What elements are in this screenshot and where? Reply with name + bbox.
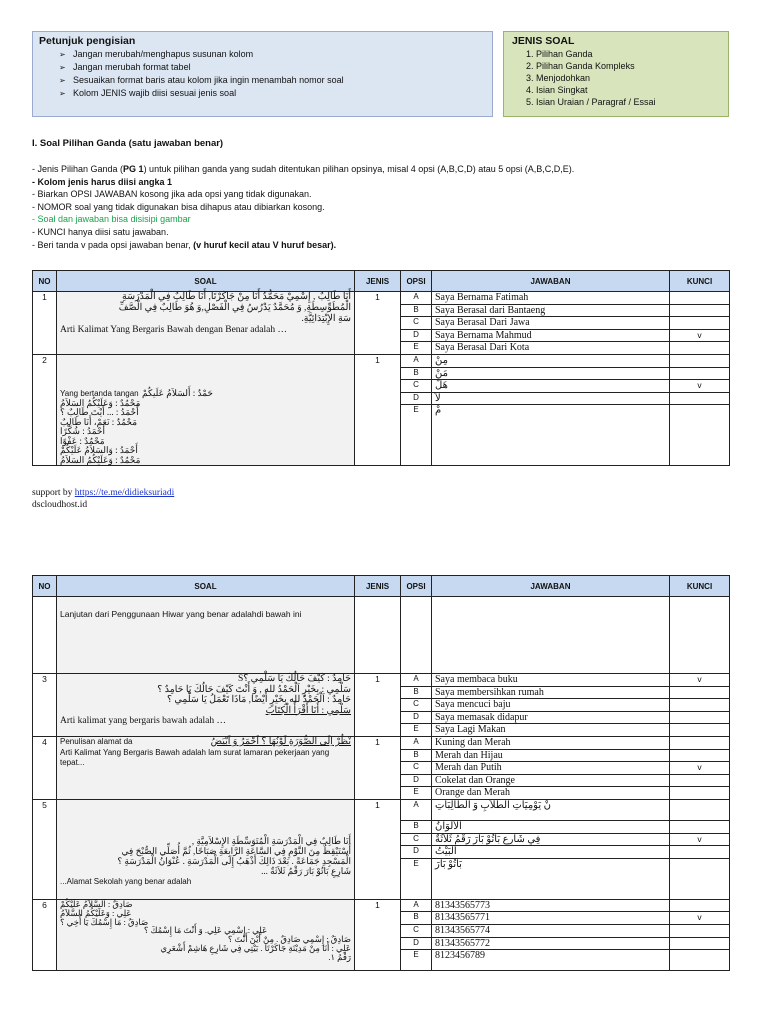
question-number: 1 — [33, 292, 57, 355]
note-line: - KUNCI hanya diisi satu jawaban. — [32, 226, 169, 237]
option-letter: E — [401, 787, 432, 800]
continuation-text[interactable]: Lanjutan dari Penggunaan Hiwar yang benar adalahdi bawah ini — [57, 597, 355, 674]
header-jawaban: JAWABAN — [432, 271, 670, 292]
kunci-cell[interactable] — [670, 787, 730, 800]
arabic-line: صَادِقٌ : اَلسَّلاَمُ عَلَيْكُمْ — [60, 898, 133, 909]
option-letter: B — [401, 912, 432, 925]
option-letter: E — [401, 950, 432, 971]
kunci-cell[interactable] — [670, 774, 730, 787]
option-letter: A — [401, 292, 432, 305]
answer-cell[interactable]: Kuning dan Merah — [432, 736, 670, 749]
question-row — [33, 899, 730, 912]
kunci-cell[interactable] — [670, 736, 730, 749]
kunci-cell[interactable] — [670, 899, 730, 912]
instruction-item: ➢ Jangan merubah/menghapus susunan kolom — [59, 49, 254, 59]
option-letter: D — [401, 392, 432, 405]
question-jenis[interactable]: 1 — [355, 736, 401, 799]
header-soal: SOAL — [57, 271, 355, 292]
arrow-bullet-icon: ➢ — [59, 89, 66, 98]
support-line: support by https://te.me/didieksuriadi — [32, 488, 175, 498]
answer-cell[interactable]: Saya membersihkan rumah — [432, 686, 670, 699]
answer-cell[interactable]: Saya Berasal dari Bantaeng — [432, 304, 670, 317]
instructions-box — [32, 31, 493, 117]
arrow-bullet-icon: ➢ — [59, 63, 66, 72]
instruction-item: ➢ Kolom JENIS wajib diisi sesuai jenis soal — [59, 88, 237, 98]
question-row — [33, 292, 730, 305]
arabic-line: أَنَا طَالِبٌ , إِسْمِيْ مَحَمُّدٌ أَنَا مِنْ جَاكَرْتَا, أَنَا طَالِبٌ فِي الْمَدْرَسَةِ — [122, 292, 351, 302]
option-letter: C — [401, 762, 432, 775]
answer-cell[interactable]: Merah dan Putih — [432, 762, 670, 775]
question-text[interactable] — [57, 799, 355, 899]
arabic-line: حَمْدٌ : أَلسَلاَمُ عَلَيكُمْ — [142, 388, 213, 399]
arabic-line: سَةِ الإِبْتِدَائِيَّةِ. — [301, 314, 351, 324]
arabic-line: صَادِقٌ : إِسْمِي صَادِقٌ . مِنْ أَيْنَ أَنْتَ ؟ — [227, 934, 351, 945]
note-line: - Soal dan jawaban bisa disisipi gambar — [32, 214, 191, 225]
option-letter: A — [401, 799, 432, 820]
answer-cell[interactable]: 81343565771 — [432, 912, 670, 925]
kunci-cell[interactable] — [670, 937, 730, 950]
note-line: - Jenis Pilihan Ganda (PG 1) untuk pilihan ganda yang sudah ditentukan pilihan opsinya, misal 4 opsi (A,B,C,D) atau 5 opsi (A,B,C,D,E). — [32, 164, 575, 174]
answer-cell[interactable]: Saya Lagi Makan — [432, 724, 670, 737]
answer-cell[interactable]: مَنْ — [432, 367, 670, 380]
option-letter: D — [401, 329, 432, 342]
answer-cell[interactable]: 81343565774 — [432, 924, 670, 937]
question-table-1 — [32, 270, 730, 466]
answer-cell[interactable]: نْ يَوْمِيَاتِ الطُّلاَبِ وَ الطَّالِبَاتِ — [432, 799, 670, 820]
arabic-line: الْمَسْجِدِ جَمَاعَةً . بَعْدَ ذَالِكَ أَذْهَبُ إِلَى الْمَدْرَسَةِ . عُنْوَانُ الْمَدْرَسَةِ ؟ — [117, 855, 351, 866]
table-header-row — [33, 576, 730, 597]
kunci-cell[interactable] — [670, 317, 730, 330]
option-letter: C — [401, 924, 432, 937]
answer-cell[interactable]: Saya Berasal Dari Jawa — [432, 317, 670, 330]
question-number: 5 — [33, 799, 57, 899]
kunci-cell[interactable] — [670, 342, 730, 355]
option-letter: C — [401, 833, 432, 846]
question-row — [33, 354, 730, 367]
arabic-line: عَلِي : وَعَلَيْكُمُ السَّلاَمُ — [60, 907, 132, 918]
question-jenis[interactable]: 1 — [355, 354, 401, 465]
kunci-cell[interactable]: v — [670, 912, 730, 925]
option-letter: A — [401, 736, 432, 749]
option-letter: D — [401, 846, 432, 859]
question-jenis[interactable]: 1 — [355, 674, 401, 737]
arabic-line: عَلِي : إِسْمِي عَلِي. وَ أَنْتَ مَا إِسْمُكَ ؟ — [143, 925, 268, 936]
option-letter: E — [401, 405, 432, 466]
question-row — [33, 799, 730, 820]
instruction-item: ➢ Sesuaikan format baris atau kolom jika ingin menambah nomor soal — [59, 75, 344, 85]
jenis-soal-list — [512, 48, 720, 108]
header-kunci: KUNCI — [670, 271, 730, 292]
answer-cell[interactable]: Saya memasak didapur — [432, 711, 670, 724]
option-letter: C — [401, 699, 432, 712]
jenis-soal-item: 3. Menjodohkan — [526, 73, 591, 83]
kunci-cell[interactable] — [670, 292, 730, 305]
arabic-line: مَحْمُدٌ : عَفْوًا — [60, 435, 105, 446]
option-letter: D — [401, 774, 432, 787]
answer-cell[interactable]: Saya Bernama Fatimah — [432, 292, 670, 305]
arabic-line: أَحْمَدُ : ... أَيْتَ طَالِبٌ ؟ — [60, 407, 139, 418]
question-number: 6 — [33, 899, 57, 970]
option-letter: E — [401, 724, 432, 737]
answer-cell[interactable]: 81343565773 — [432, 899, 670, 912]
arabic-line: رَقْمُ ١. — [328, 952, 351, 963]
kunci-cell[interactable] — [670, 749, 730, 762]
note-line: - Kolom jenis harus diisi angka 1 — [32, 176, 173, 187]
jenis-soal-item: 4. Isian Singkat — [526, 85, 588, 95]
question-number: 3 — [33, 674, 57, 737]
jenis-soal-box — [503, 31, 729, 117]
jenis-soal-item: 5. Isian Uraian / Paragraf / Essai — [526, 97, 656, 107]
answer-cell[interactable]: Cokelat dan Orange — [432, 774, 670, 787]
instructions-title: Petunjuk pengisian — [39, 35, 136, 47]
instructions-list — [39, 48, 486, 100]
arabic-line: الْمُطَوِّسِطَةِ, وَ مُحَمَّدٌ يَدْرُسُ فِي الْفَصْلِ,وَ هُوَ طَالِبٌ فِي الْصَّفِّ — [118, 303, 351, 313]
header-no: NO — [33, 576, 57, 597]
option-letter: B — [401, 367, 432, 380]
arabic-line: مَحْمُدٌ : وَعَلَيْكُمُ السَلاَمُ — [60, 454, 141, 465]
option-letter: D — [401, 711, 432, 724]
answer-cell[interactable]: اَلْبَيْتُ — [432, 846, 670, 859]
answer-cell[interactable]: بَاتُوْ بَارَ — [432, 858, 670, 899]
kunci-cell[interactable] — [670, 846, 730, 859]
option-letter: B — [401, 749, 432, 762]
question-row — [33, 736, 730, 749]
arabic-line: أَحْمَدُ : وَالسَلاَمُ عَلَيْكُمْ — [60, 445, 138, 456]
header-opsi: OPSI — [401, 576, 432, 597]
kunci-cell[interactable] — [670, 724, 730, 737]
kunci-cell[interactable] — [670, 367, 730, 380]
host-line: dscloudhost.id — [32, 500, 88, 510]
question-prompt: Arti Kalimat Yang Bergaris Bawah dengan Benar adalah … — [60, 325, 287, 335]
answer-cell[interactable]: Orange dan Merah — [432, 787, 670, 800]
header-opsi: OPSI — [401, 271, 432, 292]
table-header-row — [33, 271, 730, 292]
option-letter: B — [401, 686, 432, 699]
option-letter: B — [401, 820, 432, 833]
answer-cell[interactable]: لاَ — [432, 392, 670, 405]
option-letter: A — [401, 354, 432, 367]
answer-cell[interactable]: Merah dan Hijau — [432, 749, 670, 762]
kunci-cell[interactable]: v — [670, 329, 730, 342]
question-prompt: Arti Kalimat Yang Bergaris Bawah adalah lam surat lamaran pekerjaan yang tepat... — [60, 747, 330, 768]
question-prompt: ...Alamat Sekolah yang benar adalah — [60, 876, 192, 886]
kunci-cell[interactable] — [670, 924, 730, 937]
kunci-cell[interactable]: v — [670, 380, 730, 393]
arabic-line: نْظُرْ اِلَى الصُّوَرَةِ لَوْنُهَا ؟ اَحْمَرُ وَ اَبْيَضُ — [210, 736, 351, 747]
jenis-soal-title: JENIS SOAL — [512, 35, 575, 47]
jenis-soal-item: 2. Pilihan Ganda Kompleks — [526, 61, 635, 71]
kunci-cell[interactable] — [670, 405, 730, 466]
answer-cell[interactable]: 81343565772 — [432, 937, 670, 950]
arabic-line: سَلْمِي : أَنَا أَقْرَأُ الْكِتَابَ — [265, 705, 351, 716]
note-line: - Beri tanda v pada opsi jawaban benar, (v huruf kecil atau V huruf besar). — [32, 239, 337, 250]
option-letter: E — [401, 858, 432, 899]
kunci-cell[interactable] — [670, 304, 730, 317]
answer-cell[interactable]: Saya Berasal Dari Kota — [432, 342, 670, 355]
kunci-cell[interactable] — [670, 950, 730, 971]
question-number: 4 — [33, 736, 57, 799]
kunci-cell[interactable] — [670, 686, 730, 699]
kunci-cell[interactable] — [670, 820, 730, 833]
arabic-line: صَادِقٌ : مَا إِسْمُكَ يَا أُخِي ؟ — [60, 916, 149, 927]
kunci-cell[interactable]: v — [670, 833, 730, 846]
arabic-line: أَسْتَيْقِظُ مِنَ النَّوْمِ فِي السَّاعَةِ الرَّابِعَةِ صَبَاحًا, ثُمَّ أُصَلِّي الصُّبْحَ فِي — [121, 845, 351, 856]
arabic-line: سَلْمِي : بِخَيْرٍ اَلْحَمْدُ لله , وَ أَنْتَ كَيْفَ حَالُكَ يَا حَامِدٌ ؟ — [157, 684, 351, 695]
kunci-cell[interactable] — [670, 354, 730, 367]
support-link[interactable]: https://te.me/didieksuriadi — [74, 488, 175, 498]
arabic-line: مَحْمُدٌ : نَعَمْ، أَنَا طَالِبٌ — [60, 416, 138, 427]
question-text[interactable] — [57, 899, 355, 970]
answer-cell[interactable]: Saya membaca buku — [432, 674, 670, 687]
answer-cell[interactable]: مْ — [432, 405, 670, 466]
kunci-cell[interactable] — [670, 392, 730, 405]
question-lead: Penulisan alamat da — [60, 736, 133, 746]
question-row — [33, 674, 730, 687]
question-jenis[interactable]: 1 — [355, 799, 401, 899]
arrow-bullet-icon: ➢ — [59, 76, 66, 85]
section-notes — [32, 163, 574, 251]
continuation-number — [33, 597, 57, 674]
option-letter: D — [401, 937, 432, 950]
answer-cell[interactable]: 8123456789 — [432, 950, 670, 971]
question-jenis[interactable]: 1 — [355, 292, 401, 355]
question-text[interactable] — [57, 674, 355, 737]
section-title: I. Soal Pilihan Ganda (satu jawaban benar) — [32, 138, 224, 149]
header-kunci: KUNCI — [670, 576, 730, 597]
answer-cell[interactable]: Saya Bernama Mahmud — [432, 329, 670, 342]
question-number: 2 — [33, 354, 57, 465]
kunci-cell[interactable]: v — [670, 762, 730, 775]
option-letter: A — [401, 899, 432, 912]
arabic-line: أَحْمَدُ : شُكْرًا — [60, 426, 105, 437]
header-jawaban: JAWABAN — [432, 576, 670, 597]
arabic-line: حَامِدٌ : اَلْحَمْدُ لله بِخَيْرٍ أَيْضًا, مَاذَا تَعْمَلُ يَا سَلْمِي ؟ — [166, 695, 351, 705]
answer-cell[interactable]: الأَلْوَانُ — [432, 820, 670, 833]
option-letter: C — [401, 380, 432, 393]
header-soal: SOAL — [57, 576, 355, 597]
arabic-line: عَلِي : أَنَا مِنْ مَدِيْنَةِ جَاكَرْتَا . بَيْتِي فِي شَارِعِ هَاشِمْ أَشْعَرِي — [160, 943, 351, 954]
arabic-line: شَارِعِ بَاتُوْ بَارَ رَقْمُ ثَلاَثَةٌ ... — [261, 865, 351, 876]
kunci-cell[interactable]: v — [670, 674, 730, 687]
note-line: - Biarkan OPSI JAWABAN kosong jika ada opsi yang tidak digunakan. — [32, 189, 312, 200]
arabic-line: حَامِدٌ : كَيْفَ حَالُكَ يَا سَلْمِي ؟S — [237, 674, 351, 684]
question-table-2 — [32, 575, 730, 971]
option-letter: E — [401, 342, 432, 355]
continuation-row — [33, 597, 730, 674]
instruction-item: ➢ Jangan merubah format tabel — [59, 62, 191, 72]
header-no: NO — [33, 271, 57, 292]
question-jenis[interactable]: 1 — [355, 899, 401, 970]
answer-cell[interactable]: فِي شَارِعِ بَاتُوْ بَارَ رَقْمُ ثَلاَثَةٌ — [432, 833, 670, 846]
arabic-line: مَحْمُدٌ : وَعَلَيْكُمُ السَلاَمُ — [60, 397, 141, 408]
kunci-cell[interactable] — [670, 799, 730, 820]
header-jenis: JENIS — [355, 271, 401, 292]
answer-cell[interactable]: هَلْ — [432, 380, 670, 393]
option-letter: C — [401, 317, 432, 330]
question-prompt: Arti kalimat yang bergaris bawah adalah … — [60, 716, 227, 726]
arabic-line: أَنَا طَالِبٌ فِي الْمَدْرَسَةِ الْمُتَوَسِّطَةِ الإِسْلاَمِيَّةِ , — [191, 835, 351, 846]
arrow-bullet-icon: ➢ — [59, 50, 66, 59]
option-letter: A — [401, 674, 432, 687]
support-footer — [32, 487, 174, 511]
question-text[interactable] — [57, 736, 355, 799]
kunci-cell[interactable] — [670, 858, 730, 899]
kunci-cell[interactable] — [670, 699, 730, 712]
jenis-soal-item: 1. Pilihan Ganda — [526, 49, 593, 59]
answer-cell[interactable]: Saya mencuci baju — [432, 699, 670, 712]
kunci-cell[interactable] — [670, 711, 730, 724]
option-letter: B — [401, 304, 432, 317]
question-text[interactable] — [57, 292, 355, 355]
question-text[interactable] — [57, 354, 355, 465]
answer-cell[interactable]: مِنْ — [432, 354, 670, 367]
header-jenis: JENIS — [355, 576, 401, 597]
note-line: - NOMOR soal yang tidak digunakan bisa dihapus atau dibiarkan kosong. — [32, 201, 325, 212]
question-lead: Yang bertanda tangan — [60, 389, 139, 399]
